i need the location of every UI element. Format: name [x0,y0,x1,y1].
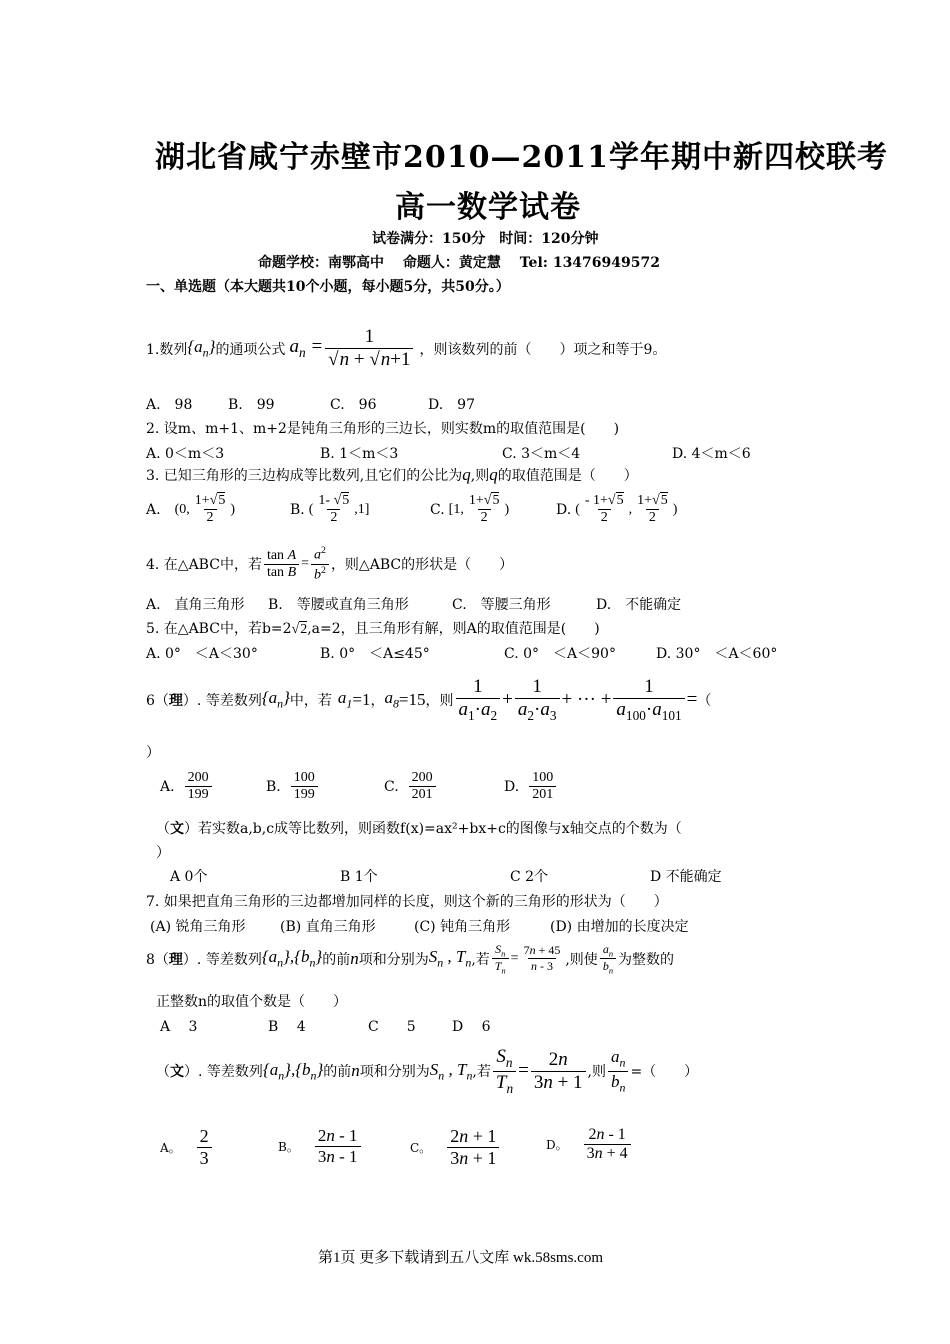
q1-pre: 1.数列 [146,341,188,358]
q8-option-d[interactable]: D 6 [452,1019,491,1035]
question-5: 5. 在△ABC中，若b=2√2,a=2，且三角形有解，则A的取值范围是( ) [146,621,600,637]
q4-option-b[interactable]: B. 等腰或直角三角形 [268,597,409,613]
q8-wen-option-c[interactable]: C。 $\frac{2n + 1}{3n + 1}$ [410,1126,501,1169]
q1-seq: $\{a_n\}$ [187,336,216,360]
q1-formula: $a_n$ = [289,336,324,360]
q8-tag-li: 理 [168,951,183,968]
q6-option-d[interactable] [504,770,558,803]
q8-mid4: ,若 [471,951,490,968]
q4-option-c[interactable]: C. 等腰三角形 [452,597,551,613]
q7-option-d[interactable]: (D) 由增加的长度决定 [550,919,689,935]
q6-option-b-label: B. [266,778,281,795]
q6-pre: 6（ [146,692,169,709]
q6-d-den: 201 [529,786,556,803]
q8-wen-post: =（ ） [630,1064,699,1081]
q8-wen-option-a[interactable]: A。 $\frac{2}{3}$ [160,1126,214,1169]
q8-line2: 正整数n的取值个数是（ ） [156,994,348,1010]
page-title: 湖北省咸宁赤壁市2010—2011学年期中新四校联考 [155,140,888,175]
q3-option-b-label: B. [290,501,305,518]
q3-mid: ,则 [470,468,490,484]
q8-wen-option-a-label: A。 [160,1141,181,1155]
q8-post: 为整数的 [618,951,674,968]
question-1 [146,326,666,371]
q6-wen-option-d[interactable]: D 不能确定 [650,869,722,885]
q2-option-c[interactable]: C. 3＜m＜4 [502,446,581,462]
q3-option-c-label: C. [430,501,445,518]
q6-paren-open: （ [697,692,712,709]
q3-option-a-label: A. [146,501,161,518]
q1-mid: 的通项公式 [215,341,286,358]
q6-tag-li: 理 [168,692,183,709]
q6-c-den: 201 [409,786,436,803]
q6-tag-wen: 文 [170,821,184,837]
q5-option-c[interactable]: C. 0° ＜A＜90° [504,646,616,662]
q7-option-b[interactable]: (B) 直角三角形 [280,919,376,935]
q8-wen-option-d[interactable]: D。 $\frac{2n - 1}{3n + 4}$ [546,1126,633,1163]
q8-wen-mid3: 项和分别为 [359,1064,430,1081]
q2-option-b[interactable]: B. 1＜m＜3 [320,446,399,462]
question-8: 8（ 理 ）. 等差数列 $\{a_n\},\{b_n\}$ 的前 n 项和分别为 $S_n$ , $T_n$ ,若 $\frac{S_n}{T_n}$ = $\frac{7n + 45}{n - 3}$ ,则使 $\frac{a_n}{b_n}$ 为整数的 [146,942,674,976]
page-footer: 第1页 更多下载请到五八文库 wk.58sms.com [318,1250,604,1266]
q6-wen-close: ） [156,845,170,861]
q8-wen-option-c-label: C。 [410,1141,432,1155]
q2-option-a[interactable]: A. 0＜m＜3 [146,446,225,462]
q6-d-num: 100 [532,770,554,785]
q3-option-b[interactable]: B. ( $\frac{1- √5}{2}$ ,1] [290,493,370,525]
q7-option-a[interactable]: (A) 锐角三角形 [150,919,246,935]
q8-option-b[interactable]: B 4 [268,1019,306,1035]
q6-wen [156,818,682,838]
q3-option-d[interactable]: D. ( $\frac{- 1+√5}{2}$ , $\frac{1+√5}{2}$ ) [556,493,678,525]
q5-option-a[interactable]: A. 0° ＜A＜30° [146,646,258,662]
q6-a-num: 200 [187,770,209,785]
q5-post: ,a=2，且三角形有解，则A的取值范围是( ) [307,621,600,637]
author-info: 命题学校：南鄂高中 命题人：黄定慧 Tel: 13476949572 [258,255,660,271]
question-2: 2. 设m、m+1、m+2是钝角三角形的三边长，则实数m的取值范围是( ) [146,421,620,437]
q5-pre: 5. 在△ABC中，若b=2 [146,621,292,637]
q8-wen-option-b[interactable]: B。 $\frac{2n - 1}{3n - 1}$ [278,1126,363,1167]
q8-mid5: ,则使 [565,951,598,968]
q4-post: ，则△ABC的形状是（ ） [330,557,514,574]
q8-mid3: 项和分别为 [358,951,429,968]
q3-pre: 3. 已知三角形的三边构成等比数列,且它们的公比为 [146,468,463,484]
q3-options [146,493,746,543]
question-7: 7. 如果把直角三角形的三边都增加同样的长度，则这个新的三角形的形状为（ ） [146,894,668,910]
q6-wen-option-a[interactable]: A 0个 [170,869,208,885]
page-subtitle: 高一数学试卷 [395,190,581,225]
q8-wen: （ 文 ）. 等差数列 $\{a_n\},\{b_n\}$ 的前 n 项和分别为 $S_n$ , $T_n$ ,若 $\frac{S_n}{T_n}$ = $\frac{2n}{3n + 1}$ ,则 $\frac{a_n}{b_n}$ =（ ） [156,1046,699,1096]
q8-wen-mid: ）. 等差数列 [184,1064,263,1081]
q4-pre: 4. 在△ABC中，若 [146,557,262,574]
q8-mid2: 的前 [322,951,351,968]
q5-option-b[interactable]: B. 0° ＜A≤45° [320,646,430,662]
q4-option-a[interactable]: A. 直角三角形 [146,597,245,613]
q8-wen-option-d-label: D。 [546,1138,568,1152]
q8-wen-option-b-label: B。 [278,1140,299,1154]
q6-mid: ）. 等差数列 [182,692,262,709]
q8-wen-pre: （ [156,1064,170,1081]
q6-wen-pre: （ [156,821,170,837]
exam-info: 试卷满分：150分 时间：120分钟 [372,231,599,247]
q1-option-a[interactable]: A. 98 [146,397,193,413]
q8-mid: ）. 等差数列 [182,951,262,968]
q6-mid2: 中，若 [289,692,332,709]
q6-option-a[interactable] [160,770,214,803]
q8-option-a[interactable]: A 3 [160,1019,198,1035]
q6-a-den: 199 [185,786,212,803]
q8-wen-mid4: ,若 [472,1064,491,1081]
q6-option-b[interactable] [266,770,320,803]
q1-option-b[interactable]: B. 99 [228,397,275,413]
q6-option-a-label: A. [160,778,175,795]
q8-option-c[interactable]: C 5 [368,1019,416,1035]
q1-option-d[interactable]: D. 97 [428,397,475,413]
q6-wen-stem: ）若实数a,b,c成等比数列，则函数f(x)=ax²+bx+c的图像与x轴交点的个数为（ [184,821,682,837]
q2-option-d[interactable]: D. 4＜m＜6 [672,446,751,462]
section-heading: 一、单选题（本大题共10个小题，每小题5分，共50分。） [146,279,510,295]
q5-option-d[interactable]: D. 30° ＜A＜60° [656,646,778,662]
q4-option-d[interactable]: D. 不能确定 [596,597,682,613]
question-6: 6（ 理 ）. 等差数列 $\{a_n\}$ 中，若 $a_1$ =1 ， $a_8$ =15 ，则 $\frac{1}{a_1\cdot a_2}$ + $\frac{1}{a_2\cdot a_3}$ + ··· + $\frac{1}{a_{100}\cdot a_{101}}$ = （ [146,676,712,723]
q1-post: ，则该数列的前（ ）项之和等于9。 [419,341,667,358]
q1-fraction: $\frac{1}{√n + √n+1}$ [325,326,413,371]
q3-post: 的取值范围是（ ） [497,468,638,484]
q6-b-num: 100 [293,770,315,785]
question-4: 4. 在△ABC中，若 $\frac{\text{tan A}}{\text{tan B}}$ = $\frac{a^2}{b^2}$ ，则△ABC的形状是（ ） [146,545,514,583]
q6-wen-option-b[interactable]: B 1个 [340,869,378,885]
q8-wen-mid5: ,则 [587,1064,606,1081]
q3-option-c[interactable]: C. [1, $\frac{1+√5}{2}$ ) [430,493,510,525]
q8-pre: 8（ [146,951,169,968]
q3-option-a[interactable]: A. (0, $\frac{1+√5}{2}$ ) [146,493,235,525]
q8-tag-wen: 文 [170,1064,184,1081]
q6-option-c-label: C. [384,778,399,795]
q3-option-d-label: D. [556,501,572,518]
q6-option-d-label: D. [504,778,520,795]
q6-paren-close: ） [146,745,160,761]
question-3: 3. 已知三角形的三边构成等比数列,且它们的公比为q,则q的取值范围是（ ） [146,465,638,484]
q6-wen-option-c[interactable]: C 2个 [510,869,549,885]
q6-b-den: 199 [291,786,318,803]
q8-wen-mid2: 的前 [323,1064,352,1081]
q7-option-c[interactable]: (C) 钝角三角形 [414,919,511,935]
q6-c-num: 200 [411,770,433,785]
q6-post: ，则 [425,692,454,709]
q6-option-c[interactable] [384,770,438,803]
q1-option-c[interactable]: C. 96 [330,397,377,413]
